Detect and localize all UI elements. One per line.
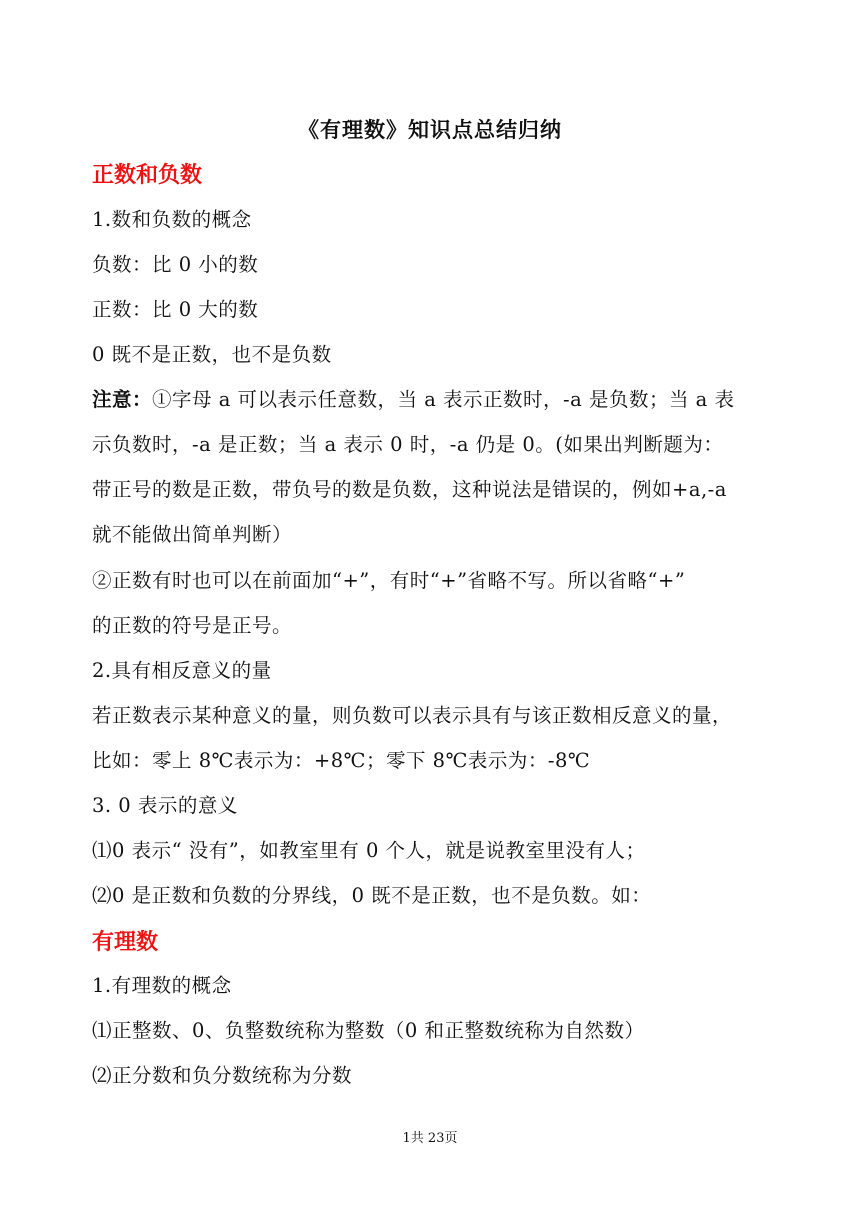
text-line: ⑴正整数、0、负整数统称为整数（0 和正整数统称为自然数） — [92, 1019, 645, 1042]
section-heading-positive-negative: 正数和负数 — [92, 162, 203, 188]
section-heading-rational-numbers: 有理数 — [92, 929, 159, 955]
text-line: ⑵正分数和负分数统称为分数 — [92, 1064, 353, 1087]
note-line — [92, 384, 782, 412]
text-line: 正数：比 0 大的数 — [92, 298, 259, 321]
text-line: ②正数有时也可以在前面加“+”，有时“+”省略不写。所以省略“+” — [92, 569, 686, 592]
text-line: 若正数表示某种意义的量，则负数可以表示具有与该正数相反意义的量， — [92, 704, 733, 727]
text-line: 示负数时，-a 是正数；当 a 表示 0 时，-a 仍是 0。(如果出判断题为： — [92, 433, 724, 456]
text-line: 0 既不是正数，也不是负数 — [92, 343, 332, 366]
note-text: ①字母 a 可以表示任意数，当 a 表示正数时，-a 是负数；当 a 表 — [152, 388, 735, 411]
page-title: 《有理数》知识点总结归纳 — [298, 117, 562, 142]
text-line: 的正数的符号是正号。 — [92, 614, 293, 637]
text-line: 负数：比 0 小的数 — [92, 253, 259, 276]
text-line: 带正号的数是正数，带负号的数是负数，这种说法是错误的，例如+a,-a — [92, 478, 727, 501]
text-line: ⑴0 表示“ 没有”，如教室里有 0 个人，就是说教室里没有人； — [92, 839, 646, 862]
text-line: 2.具有相反意义的量 — [92, 659, 272, 682]
text-line: 就不能做出简单判断） — [92, 523, 293, 546]
text-line: 1.有理数的概念 — [92, 974, 232, 997]
text-line: ⑵0 是正数和负数的分界线，0 既不是正数，也不是负数。如： — [92, 884, 652, 907]
note-label: 注意： — [92, 388, 153, 411]
page-footer: 1共 23页 — [402, 1131, 458, 1146]
text-line: 比如：零上 8℃表示为：+8℃；零下 8℃表示为：-8℃ — [92, 749, 591, 772]
text-line: 3. 0 表示的意义 — [92, 794, 238, 817]
text-line: 1.数和负数的概念 — [92, 208, 252, 231]
